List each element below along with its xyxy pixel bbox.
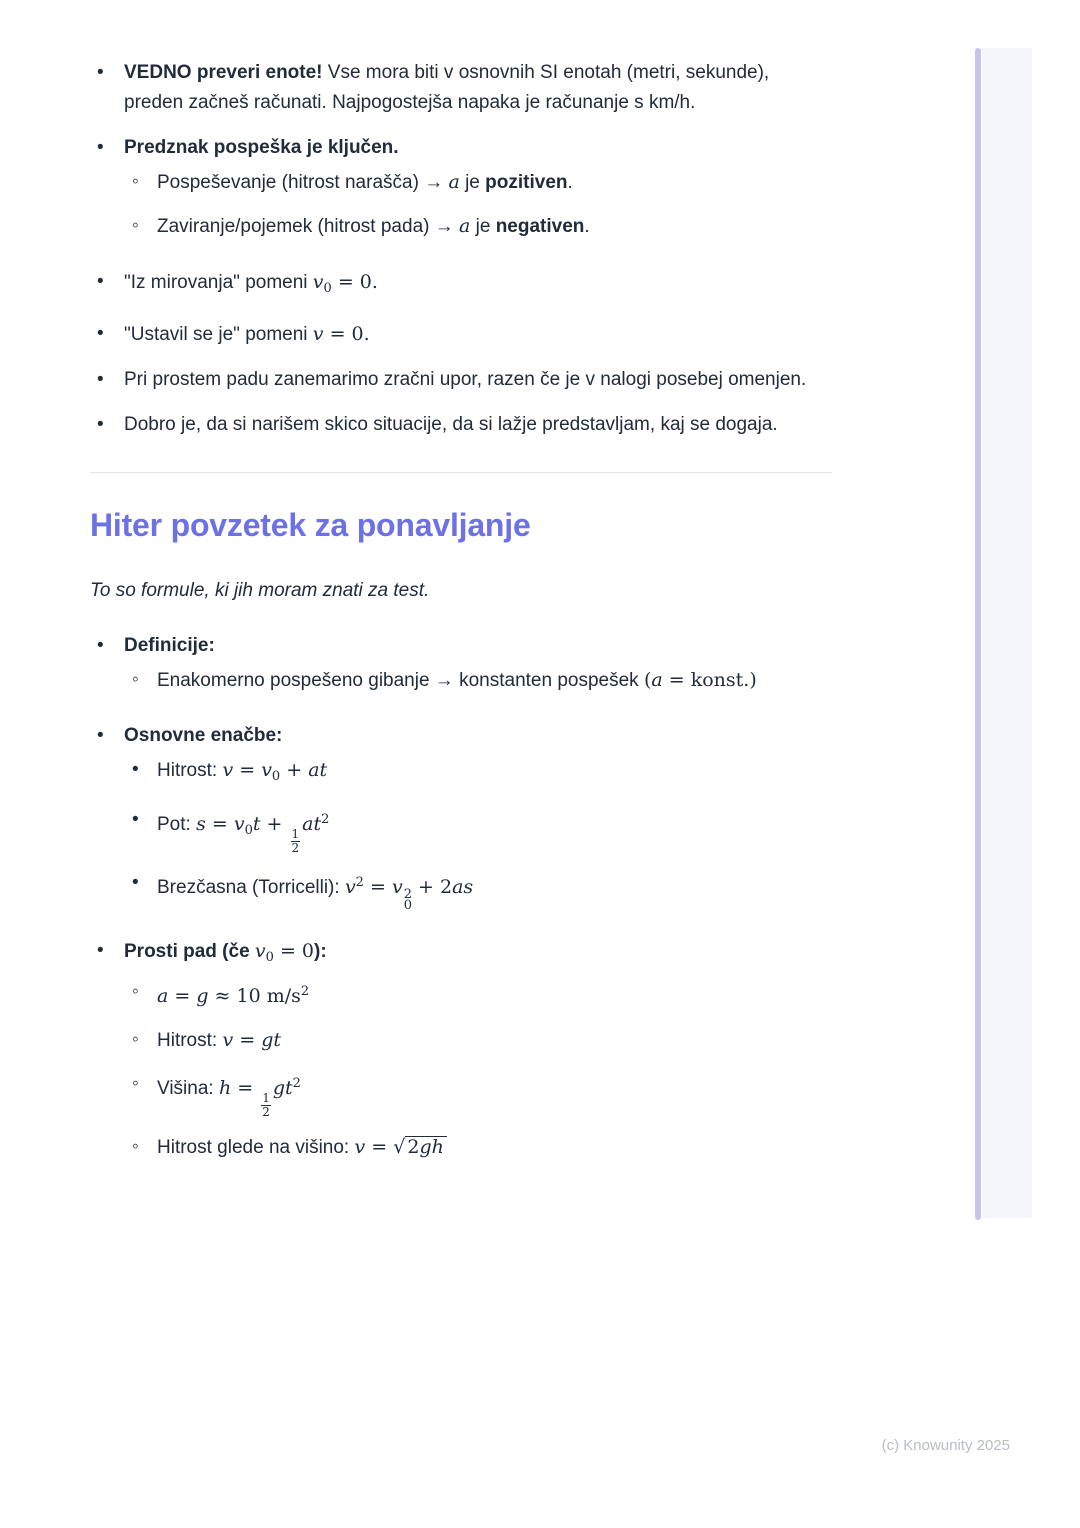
list-item xyxy=(90,267,832,304)
bullet-marker-circle: ◦ xyxy=(132,981,139,1002)
section-divider xyxy=(90,472,832,473)
fraction: $\frac{1}{2}$ xyxy=(291,827,300,855)
list-item-text: Enakomerno pospešeno gibanje → konstanten pospešek (a = konst.) xyxy=(157,669,757,691)
radical-overline: 2gh xyxy=(405,1136,447,1158)
scrollbar-thumb[interactable] xyxy=(975,48,981,1220)
list-item xyxy=(90,665,832,696)
sub-sup-stack: 2 0 xyxy=(403,887,412,913)
bullet-marker-disc: • xyxy=(97,369,104,390)
bullet-marker-disc: • xyxy=(97,635,104,656)
bullet-marker-circle: ◦ xyxy=(132,1073,139,1094)
list-item-text: Pri prostem padu zanemarimo zračni upor, razen če je v nalogi posebej omenjen. xyxy=(124,369,807,390)
list-item-text: VEDNO preveri enote! Vse mora biti v osnovnih SI enotah (metri, sekunde), preden začneš računati. Najpogostejša napaka je računanje s km/h. xyxy=(124,62,770,113)
list-item xyxy=(90,721,832,751)
content-area xyxy=(90,44,832,1163)
list-item xyxy=(90,167,832,198)
bullet-marker-disc: • xyxy=(132,759,139,780)
fraction: $\frac{1}{2}$ xyxy=(262,1091,270,1119)
list-item xyxy=(90,365,832,395)
bullet-marker-disc: • xyxy=(132,872,139,893)
bullet-marker-disc: • xyxy=(97,414,104,435)
list-item-text: Višina: h = $\frac{1}{2}$ $gt^2$ xyxy=(157,1076,301,1119)
list-item-text: Hitrost: $v = v_0$ + at xyxy=(157,759,328,784)
list-item xyxy=(90,58,832,118)
list-item xyxy=(90,211,832,242)
bullet-marker-circle: ◦ xyxy=(132,1029,139,1050)
list-item-text: Hitrost: v = gt xyxy=(157,1029,281,1051)
bullet-marker-disc: • xyxy=(97,725,104,746)
bullet-marker-disc: • xyxy=(97,323,104,344)
list-item-text: Pospeševanje (hitrost narašča) → a je pozitiven. xyxy=(157,171,573,193)
list-item xyxy=(90,319,832,350)
bullet-marker-disc: • xyxy=(132,809,139,830)
list-item-text: Brezčasna (Torricelli): $v^2 = v$ 2 0 + 2as xyxy=(157,875,474,913)
list-item-text: Zaviranje/pojemek (hitrost pada) → a je negativen. xyxy=(157,215,590,237)
list-item xyxy=(90,1025,832,1056)
list-item xyxy=(90,977,832,1012)
bullet-marker-disc: • xyxy=(97,137,104,158)
footer-copyright: (c) Knowunity 2025 xyxy=(881,1437,1010,1454)
list-item xyxy=(90,755,832,792)
list-item-text: Definicije: xyxy=(124,635,215,656)
list-item xyxy=(90,868,832,911)
list-item-text: Prosti pad (če $v_0 = 0$): xyxy=(124,940,327,965)
bullet-marker-disc: • xyxy=(97,62,104,83)
list-item xyxy=(90,133,832,163)
list-item xyxy=(90,936,832,973)
list-item-text: "Ustavil se je" pomeni v = 0. xyxy=(124,323,370,345)
list-item-text: Hitrost glede na višino: v = √ 2gh xyxy=(157,1137,447,1158)
list-item-text: Osnovne enačbe: xyxy=(124,725,283,746)
list-item-text: "Iz mirovanja" pomeni $v_0 = 0$. xyxy=(124,271,378,296)
list-item xyxy=(90,631,832,661)
bullet-marker-disc: • xyxy=(97,271,104,292)
list-item xyxy=(90,1069,832,1119)
bullet-marker-circle: ◦ xyxy=(132,215,139,236)
summary-list xyxy=(90,631,832,1163)
list-item xyxy=(90,410,832,440)
list-item xyxy=(90,1132,832,1163)
scrollbar-track[interactable] xyxy=(982,48,1032,1218)
bullet-marker-disc: • xyxy=(97,940,104,961)
section-subtitle: To so formule, ki jih moram znati za test. xyxy=(90,580,430,601)
bullet-marker-circle: ◦ xyxy=(132,171,139,192)
bullet-marker-circle: ◦ xyxy=(132,669,139,690)
bullet-marker-circle: ◦ xyxy=(132,1136,139,1157)
list-item xyxy=(90,805,832,855)
list-item-text: Predznak pospeška je ključen. xyxy=(124,137,399,158)
list-item-text: a = g ≈ 10 $m/s^2$ xyxy=(157,984,310,1007)
list-item-text: Pot: $s = v_0t$ + $\frac{1}{2}$ $at^2$ xyxy=(157,812,330,855)
page-title: Hiter povzetek za ponavljanje xyxy=(90,507,531,543)
list-item-text: Dobro je, da si narišem skico situacije, da si lažje predstavljam, kaj se dogaja. xyxy=(124,414,778,435)
top-notes-list xyxy=(90,58,832,440)
